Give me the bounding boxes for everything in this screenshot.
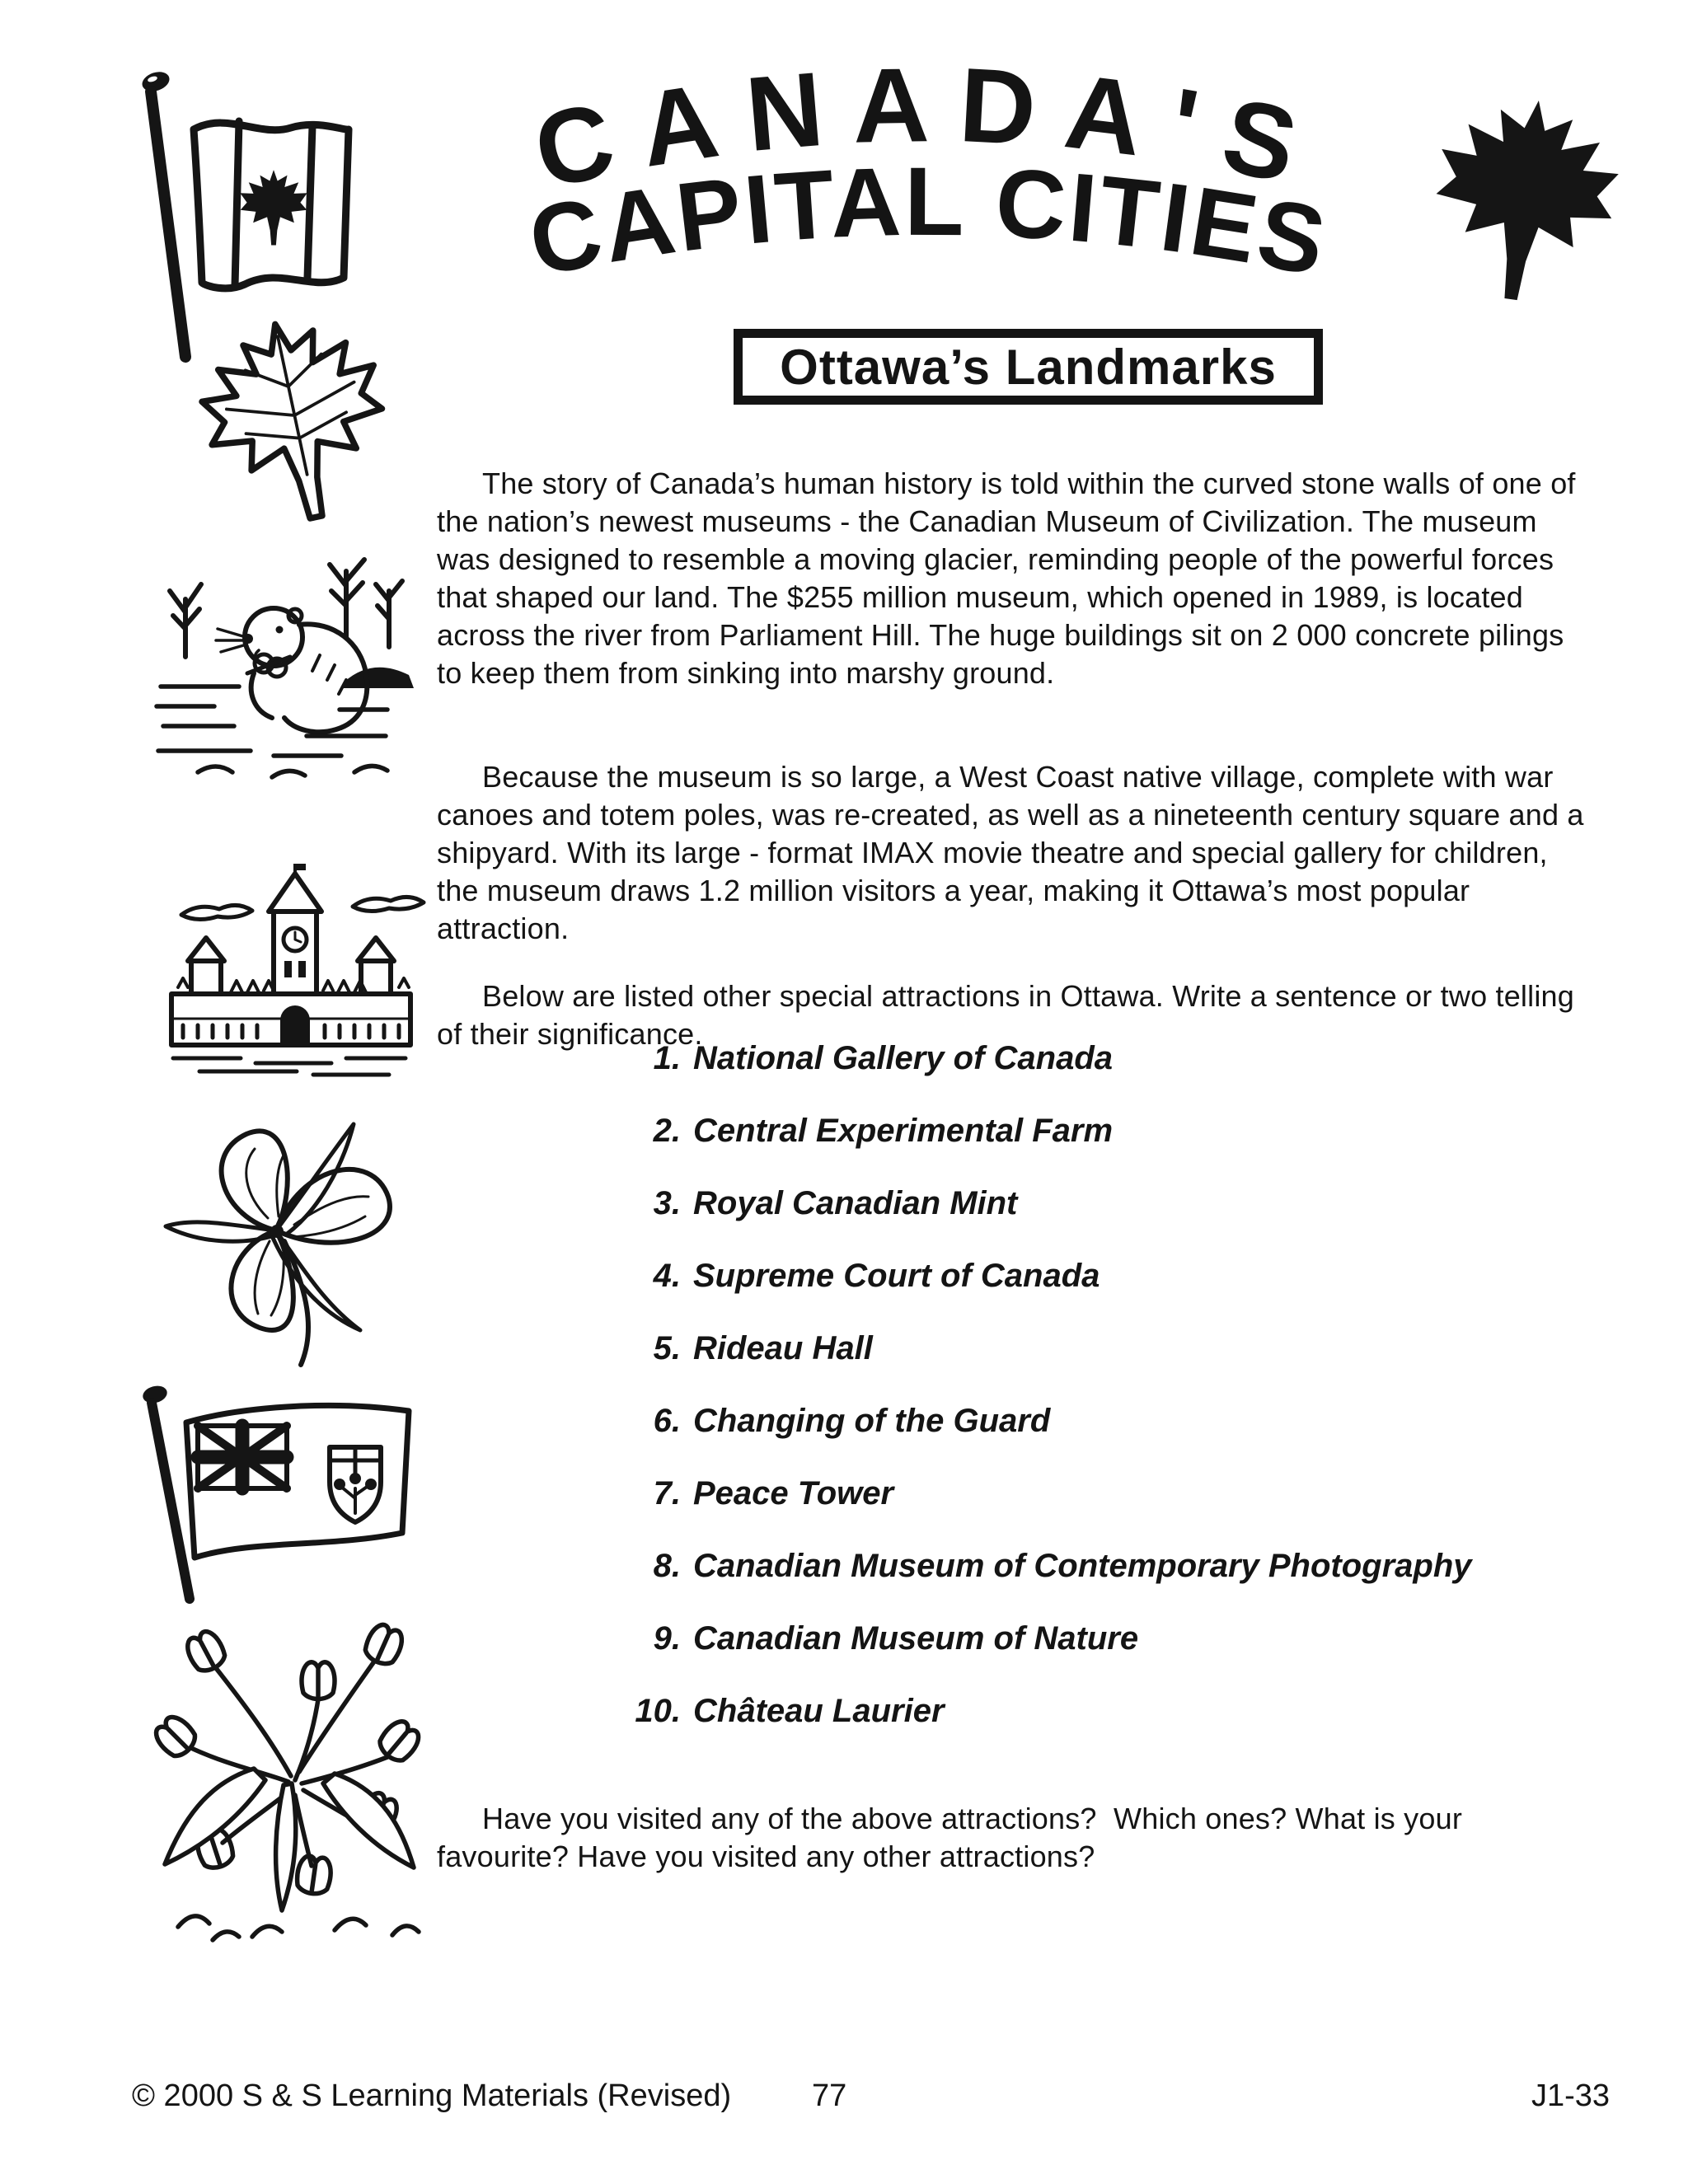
list-item [602,1693,1673,1765]
banner-title-line1: CANADA'S [524,45,1334,213]
list-item-number: 10. [635,1693,681,1729]
list-item-number: 3. [653,1185,681,1221]
list-item-label: Canadian Museum of Contemporary Photography [693,1548,1472,1584]
list-item [602,1620,1673,1693]
list-item-number: 9. [653,1620,681,1657]
list-item [602,1258,1673,1330]
section-title: Ottawa’s Landmarks [780,339,1277,395]
list-item-label: Central Experimental Farm [693,1113,1114,1149]
list-item-number: 6. [653,1403,681,1439]
list-item [602,1040,1673,1113]
paragraph-instructions: Below are listed other special attractions in Ottawa. Write a sentence or two telling of their significance. [437,979,1574,1051]
list-item-label: Rideau Hall [693,1330,873,1366]
list-item-label: Royal Canadian Mint [693,1185,1018,1221]
page-banner [437,45,1426,317]
list-item-label: Supreme Court of Canada [693,1258,1100,1294]
paragraph-questions: Have you visited any of the above attractions? Which ones? What is your favourite? Have you visited any other attractions? [437,1802,1471,1873]
maple-leaf-icon [1422,87,1632,321]
svg-text:CAPITAL CITIES [521,148,1336,298]
list-item-number: 2. [653,1113,681,1149]
list-item-number: 4. [653,1258,681,1294]
list-item [602,1475,1673,1548]
parliament-building-icon [148,864,433,1086]
tulip-bouquet-icon [130,1607,439,1953]
paragraph-museum-size: Because the museum is so large, a West Coast native village, complete with war canoes and totem poles, was re-created, as well as a nineteenth century square and a shipyard. With its large - format IMAX movie theatre and special gallery for children, the museum draws 1.2 million visitors a year, making it Ottawa’s most popular attraction. [437,760,1584,945]
list-item [602,1185,1673,1258]
list-item-number: 7. [653,1475,681,1511]
footer-code: J1-33 [1531,2079,1611,2113]
list-item [602,1330,1673,1403]
section-title-box [734,329,1323,405]
beaver-pond-icon [148,548,420,791]
list-item-label: Changing of the Guard [693,1403,1051,1439]
list-item-label: Canadian Museum of Nature [693,1620,1139,1657]
paragraph-museum-history: The story of Canada’s human history is told within the curved stone walls of one of the nation’s newest museums - the Canadian Museum of Civilization. The museum was designed to resemble a moving glacier, reminding people of the powerful forces that shaped our land. The $255 million museum, which opened in 1989, is located across the river from Parliament Hill. The huge buildings sit on 2 000 concrete pilings to keep them from sinking into marshy ground. [437,466,1576,690]
list-item [602,1113,1673,1185]
banner-title-line2: CAPITAL CITIES [520,147,1337,298]
landmarks-list [602,1040,1673,1765]
footer-copyright: © 2000 S & S Learning Materials (Revised) [132,2079,732,2113]
ontario-flag-icon [122,1375,427,1614]
maple-leaf-outline-icon [161,312,424,538]
list-item [602,1548,1673,1620]
trillium-flower-icon [144,1086,420,1371]
list-item-label: National Gallery of Canada [693,1040,1114,1076]
list-item-number: 1. [653,1040,681,1076]
list-item-number: 5. [653,1330,681,1366]
list-item [602,1403,1673,1475]
list-item-number: 8. [653,1548,681,1584]
footer-page-number: 77 [812,2079,847,2113]
list-item-label: Château Laurier [693,1693,945,1729]
list-item-label: Peace Tower [693,1475,894,1511]
